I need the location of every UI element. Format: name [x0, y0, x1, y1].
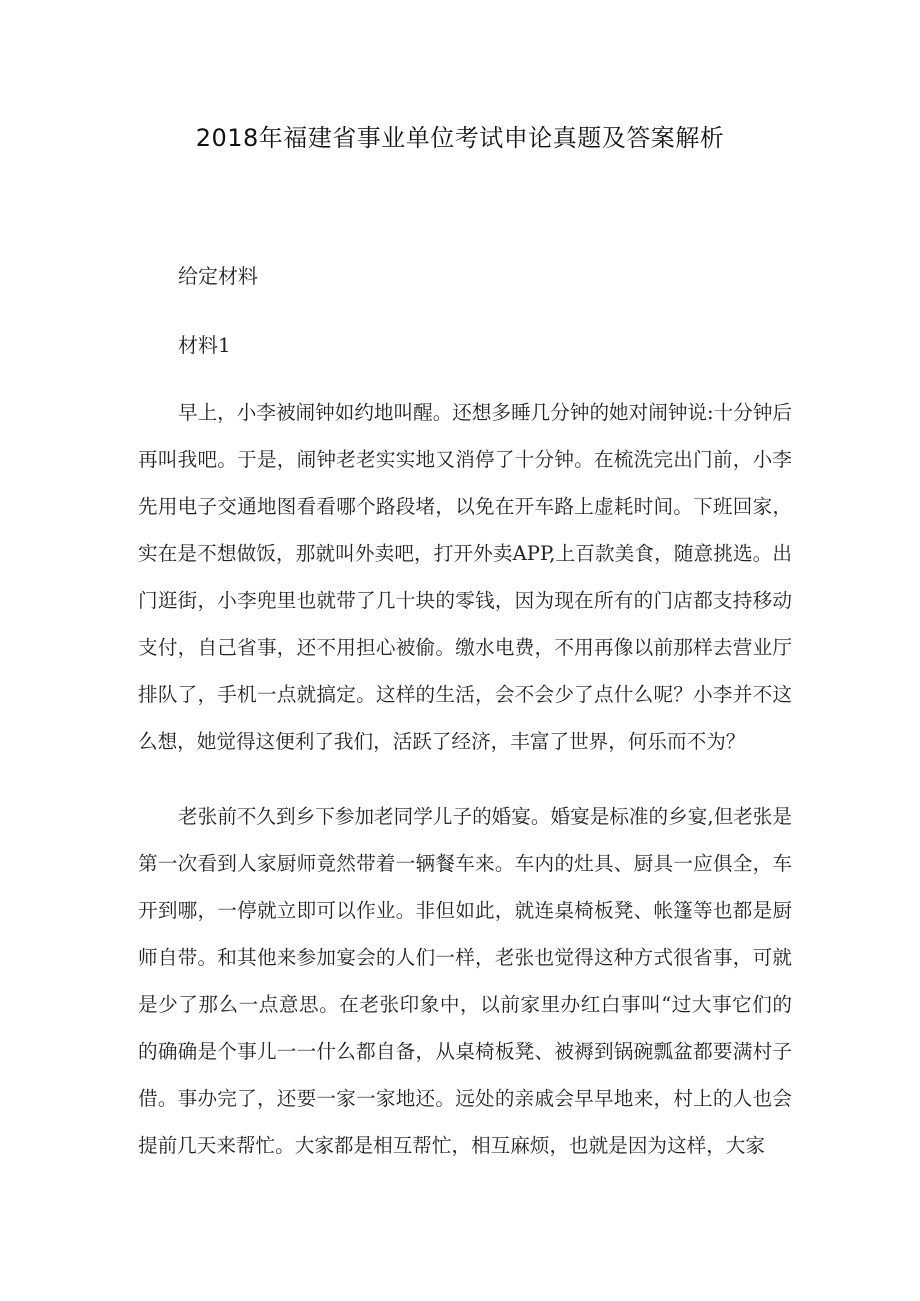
paragraph-2: 老张前不久到乡下参加老同学儿子的婚宴。婚宴是标准的乡宴,但老张是第一次看到人家厨师竟然带着一辆餐车来。车内的灶具、厨具一应俱全，车开到哪，一停就立即可以作业。非但如此，就连桌椅板凳、帐篷等也都是厨师自带。和其他来参加宴会的人们一样，老张也觉得这种方式很省事，可就是少了那么一点意思。在老张印象中，以前家里办红白事叫“过大事它们的的确确是个事儿一一什么都自备，从桌椅板凳、被褥到锅碗瓢盆都要满村子借。事办完了，还要一家一家地还。远处的亲戚会早早地来，村上的人也会提前几天来帮忙。大家都是相互帮忙，相互麻烦，也就是因为这样，大家 — [138, 805, 792, 1157]
section-heading: 给定材料 — [178, 264, 258, 288]
material-heading: 材料1 — [178, 333, 231, 357]
document-title: 2018年福建省事业单位考试申论真题及答案解析 — [195, 124, 725, 152]
paragraph-1: 早上，小李被闹钟如约地叫醒。还想多睡几分钟的她对闹钟说:十分钟后再叫我吧。于是，闹钟老老实实地又消停了十分钟。在梳洗完出门前，小李先用电子交通地图看看哪个路段堵，以免在开车路上虚耗时间。下班回家，实在是不想做饭，那就叫外卖吧，打开外卖APP,上百款美食，随意挑选。出门逛街，小李兜里也就带了几十块的零钱，因为现在所有的门店都支持移动支付，自己省事，还不用担心被偷。缴水电费，不用再像以前那样去营业厅排队了，手机一点就搞定。这样的生活，会不会少了点什么呢？小李并不这么想，她觉得这便利了我们，活跃了经济，丰富了世界，何乐而不为？ — [138, 401, 793, 753]
